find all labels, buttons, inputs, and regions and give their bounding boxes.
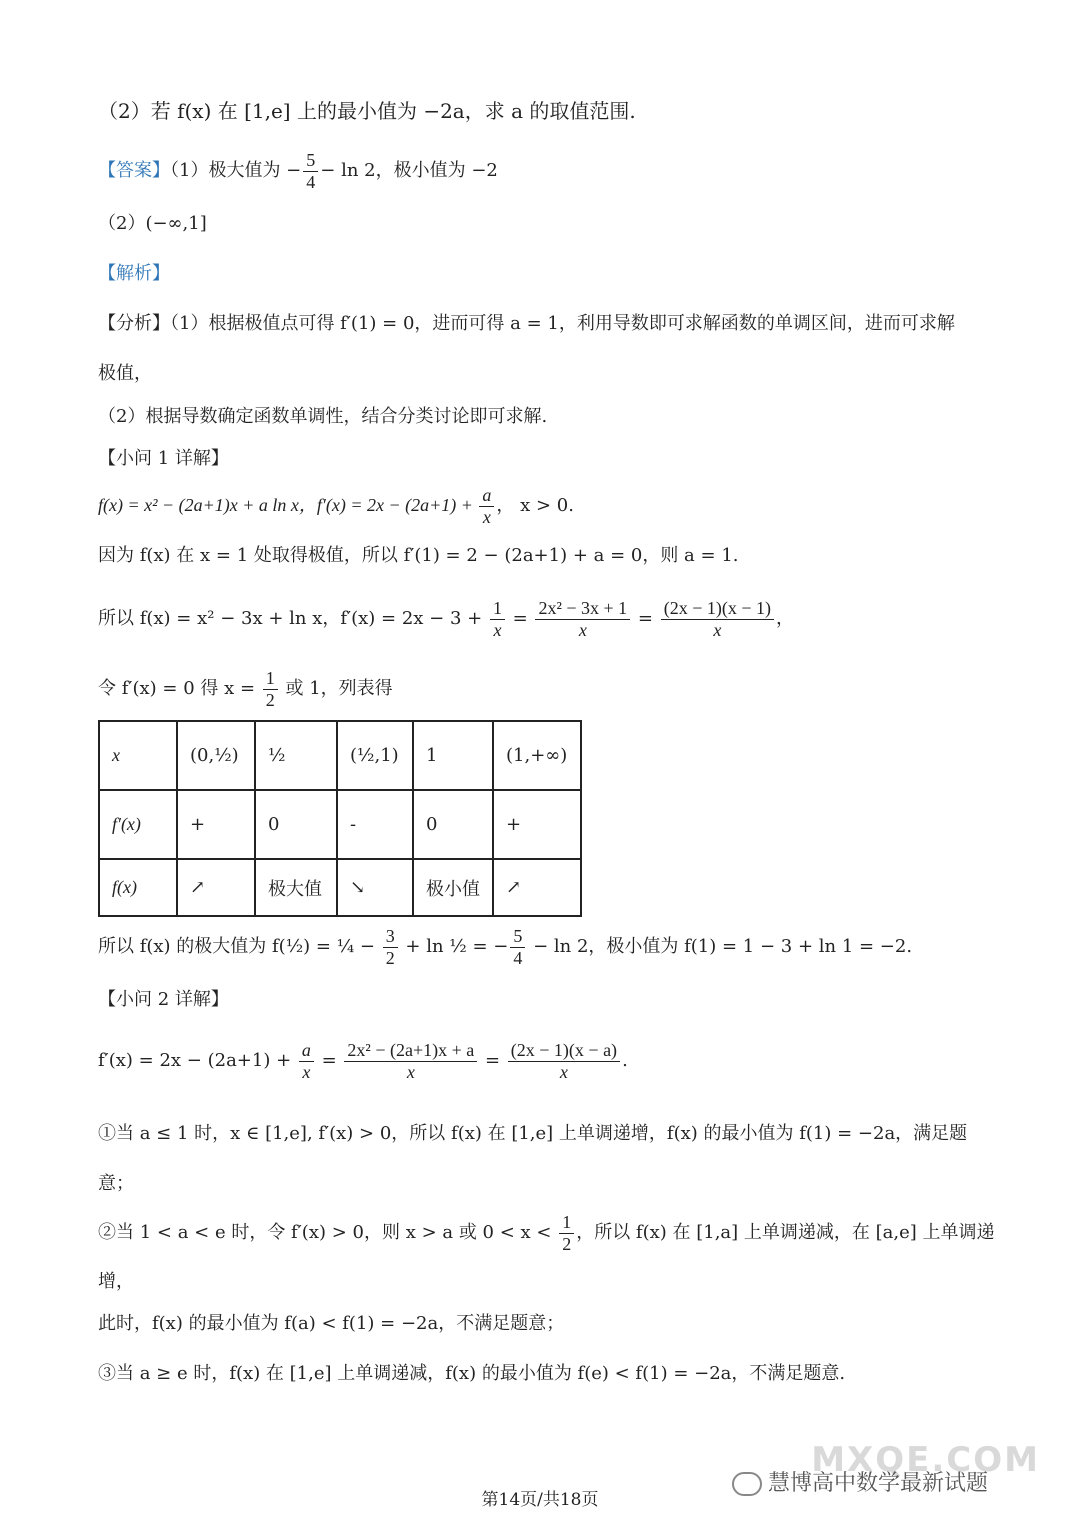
table-row: f(x) ↗ 极大值 ↘ 极小值 ↗ <box>99 859 581 916</box>
page-footer: 第14页/共18页 <box>481 1490 599 1510</box>
subquestion-1-result: 所以 f(x) 的极大值为 f(½) = ¼ − $\frac{3}{2}$ + ln ½ = − $\frac{5}{4}$ − ln 2，极小值为 f(1) = 1 − 3 + ln 1 = −2. <box>98 926 913 968</box>
table-row: x (0,½) ½ (½,1) 1 (1,+∞) <box>99 721 581 790</box>
sign-table <box>98 720 582 917</box>
subquestion-1-line-4: 令 f′(x) = 0 得 x = $\frac{1}{2}$ 或 1，列表得 <box>98 668 393 710</box>
answer-line-2: （2）(−∞,1] <box>98 213 207 234</box>
subquestion-1-equation: f(x) = x² − (2a+1)x + a ln x，f′(x) = 2x − (2a+1) + $\frac{a}{x}$ ， x > 0. <box>98 485 574 527</box>
watermark-brand: 慧博高中数学最新试题 <box>732 1466 988 1497</box>
case-2-line-3: 此时，f(x) 的最小值为 f(a) < f(1) = −2a，不满足题意； <box>98 1313 565 1334</box>
subquestion-1-line-2: 因为 f(x) 在 x = 1 处取得极值，所以 f′(1) = 2 − (2a+1) + a = 0，则 a = 1. <box>98 545 739 566</box>
watermark-logo: MXQE.COM <box>811 1440 1040 1480</box>
table-row: f′(x) + 0 - 0 + <box>99 790 581 859</box>
case-1-line-2: 意； <box>98 1173 134 1194</box>
case-1-line-1: ①当 a ≤ 1 时，x ∈ [1,e], f′(x) > 0，所以 f(x) 在 [1,e] 上单调递增，f(x) 的最小值为 f(1) = −2a，满足题 <box>98 1123 968 1144</box>
subquestion-1-label: 【小问 1 详解】 <box>98 448 229 469</box>
subquestion-2-equation: f′(x) = 2x − (2a+1) + $\frac{a}{x}$ = $\frac{\text{2x² − (2a+1)x + a}}{x}$ = $\frac{(2x - 1)(x - a)}{x}$ . <box>98 1040 628 1082</box>
analysis-line-3: （2）根据导数确定函数单调性，结合分类讨论即可求解. <box>98 406 548 427</box>
case-3-line-1: ③当 a ≥ e 时，f(x) 在 [1,e] 上单调递减，f(x) 的最小值为 f(e) < f(1) = −2a，不满足题意. <box>98 1363 846 1384</box>
analysis-line-1: 【分析】（1）根据极值点可得 f′(1) = 0，进而可得 a = 1，利用导数即可求解函数的单调区间，进而可求解 <box>98 313 955 334</box>
analysis-line-2: 极值， <box>98 363 152 384</box>
answer-line-1: 【答案】（1）极大值为 − $\frac{5}{4}$ − ln 2，极小值为 −2 <box>98 150 498 192</box>
answer-label: 【答案】 <box>98 160 170 182</box>
analysis-label: 【解析】 <box>98 263 170 284</box>
case-2-line-1: ②当 1 < a < e 时，令 f′(x) > 0，则 x > a 或 0 < x < $\frac{1}{2}$ ，所以 f(x) 在 [1,a] 上单调递减，在 [a,e] 上单调递 <box>98 1212 995 1254</box>
question-2-text: （2）若 f(x) 在 [1,e] 上的最小值为 −2a，求 a 的取值范围. <box>98 99 636 123</box>
fraction: $\frac{5}{4}$ <box>303 150 318 192</box>
subquestion-2-label: 【小问 2 详解】 <box>98 989 229 1010</box>
case-2-line-2: 增， <box>98 1271 134 1292</box>
subquestion-1-line-3: 所以 f(x) = x² − 3x + ln x，f′(x) = 2x − 3 + $\frac{1}{x}$ = $\frac{\text{2x² − 3x + 1}}{x}$ = $\frac{(2x - 1)(x - 1)}{x}$ ， <box>98 598 794 640</box>
